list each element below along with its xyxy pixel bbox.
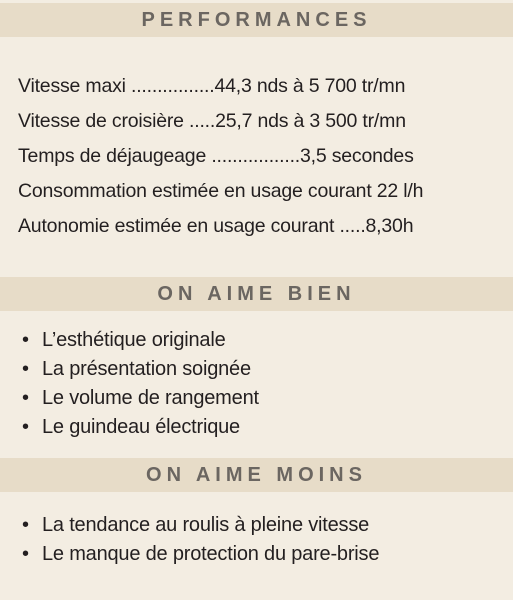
performance-row: Temps de déjaugeage .................3,5 secondes (18, 145, 414, 167)
list-item (22, 355, 502, 384)
list-item (22, 326, 502, 355)
bullet-icon: • (22, 416, 29, 438)
dislikes-list (22, 511, 502, 569)
performance-row: Vitesse de croisière .....25,7 nds à 3 500 tr/mn (18, 110, 406, 132)
performances-header: PERFORMANCES (0, 3, 513, 37)
dislikes-header: ON AIME MOINS (0, 458, 513, 492)
list-item (22, 511, 502, 540)
performances-list (18, 69, 498, 244)
list-item (22, 384, 502, 413)
performance-row: Vitesse maxi ................44,3 nds à 5 700 tr/mn (18, 75, 406, 97)
likes-header: ON AIME BIEN (0, 277, 513, 311)
list-item-text: Le guindeau électrique (42, 416, 240, 438)
performance-row: Autonomie estimée en usage courant .....8,30h (18, 215, 414, 237)
list-item-text: Le manque de protection du pare-brise (42, 543, 380, 565)
list-item (22, 413, 502, 442)
list-item-text: Le volume de rangement (42, 387, 259, 409)
list-item-text: L’esthétique originale (42, 329, 226, 351)
bullet-icon: • (22, 358, 29, 380)
bullet-icon: • (22, 543, 29, 565)
performance-row: Consommation estimée en usage courant 22 l/h (18, 180, 424, 202)
bullet-icon: • (22, 387, 29, 409)
bullet-icon: • (22, 514, 29, 536)
list-item (22, 540, 502, 569)
likes-list (22, 326, 502, 442)
list-item-text: La tendance au roulis à pleine vitesse (42, 514, 370, 536)
bullet-icon: • (22, 329, 29, 351)
list-item-text: La présentation soignée (42, 358, 251, 380)
